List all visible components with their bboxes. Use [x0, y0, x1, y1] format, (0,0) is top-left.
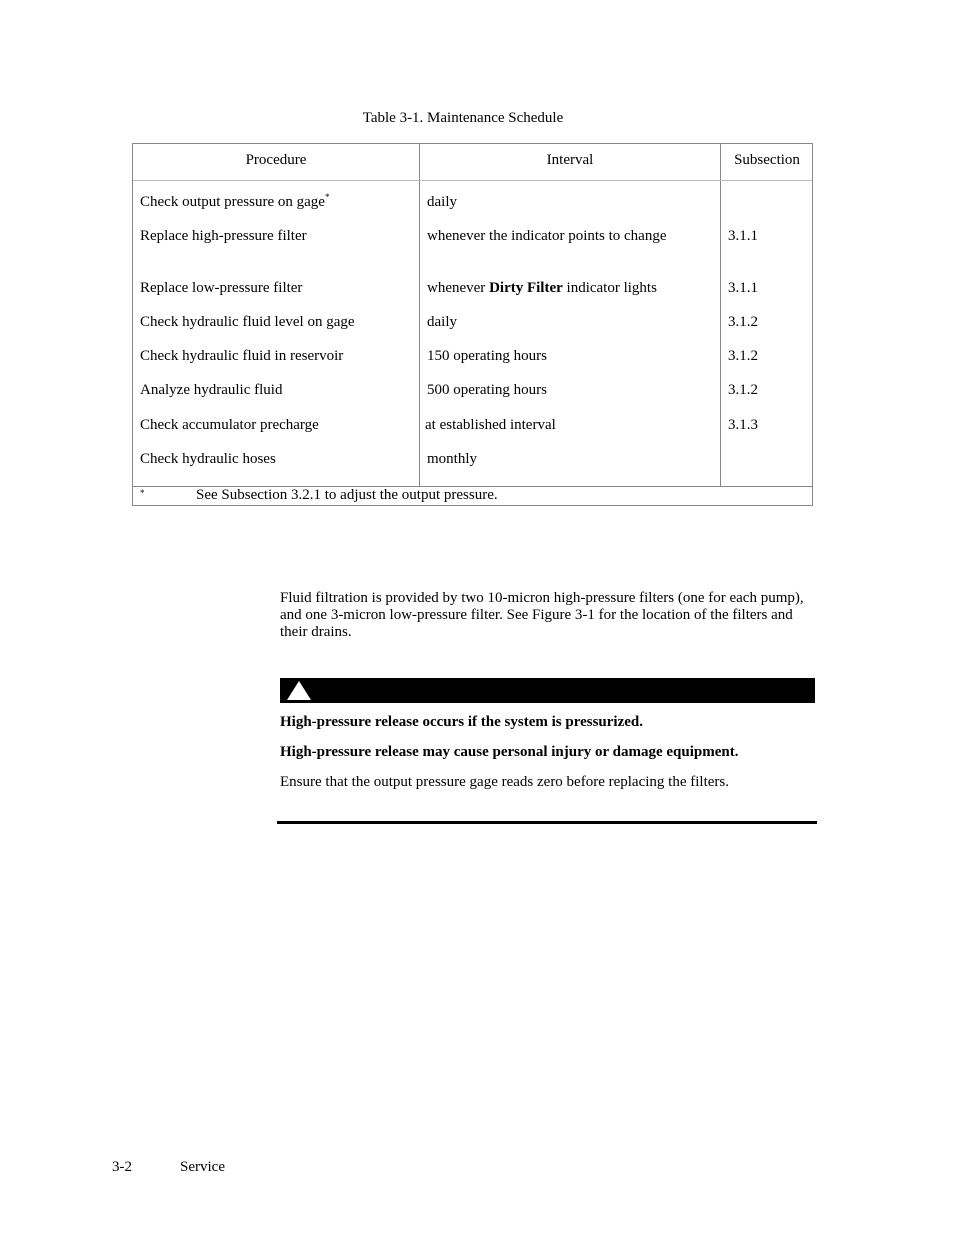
header-procedure: Procedure	[245, 152, 307, 168]
cell-interval: whenever the indicator points to change	[427, 228, 667, 244]
footnote-marker: *	[324, 192, 330, 202]
cell-procedure: Check hydraulic hoses	[140, 451, 276, 467]
cell-subsection: 3.1.1	[728, 280, 758, 296]
cell-interval: at established interval	[425, 417, 556, 433]
cell-procedure: Check accumulator precharge	[140, 417, 319, 433]
warning-banner	[280, 678, 815, 703]
warning-end-rule	[277, 821, 817, 824]
cell-interval: daily	[427, 314, 457, 330]
filtration-paragraph: Fluid filtration is provided by two 10-micron high-pressure filters (one for each pump), and one 3-micron low-pressure filter. See Figure 3-1 for the location of the filters and their drains.	[280, 590, 804, 640]
dirty-filter-label: Dirty Filter	[489, 280, 563, 296]
cell-procedure: Analyze hydraulic fluid	[140, 382, 283, 398]
cell-subsection: 3.1.2	[728, 348, 758, 364]
cell-interval: daily	[427, 194, 457, 210]
cell-subsection: 3.1.2	[728, 382, 758, 398]
cell-procedure: Replace low-pressure filter	[140, 280, 303, 296]
cell-interval: 500 operating hours	[427, 382, 547, 398]
header-subsection: Subsection	[734, 152, 800, 168]
cell-procedure: Check hydraulic fluid level on gage	[140, 314, 355, 330]
cell-interval: monthly	[427, 451, 478, 467]
footnote-marker: *	[140, 488, 145, 498]
table-row	[140, 194, 329, 211]
maintenance-schedule-table	[132, 143, 813, 506]
page-number: 3-2	[112, 1159, 132, 1175]
warning-triangle-icon	[287, 681, 311, 700]
warning-instruction: Ensure that the output pressure gage reads zero before replacing the filters.	[280, 774, 729, 790]
warning-line-2: High-pressure release may cause personal injury or damage equipment.	[280, 744, 739, 760]
column-divider	[419, 144, 420, 487]
table-caption: Table 3-1. Maintenance Schedule	[362, 110, 564, 126]
cell-subsection: 3.1.3	[728, 417, 758, 433]
cell-subsection: 3.1.1	[728, 228, 758, 244]
cell-procedure: Check output pressure on gage	[140, 194, 325, 210]
interval-text: indicator lights	[562, 280, 657, 296]
cell-interval	[427, 280, 657, 297]
header-divider	[133, 180, 812, 181]
cell-interval: 150 operating hours	[427, 348, 547, 364]
footer-section: Service	[180, 1159, 225, 1175]
header-interval: Interval	[546, 152, 594, 168]
cell-procedure: Check hydraulic fluid in reservoir	[140, 348, 344, 364]
column-divider	[720, 144, 721, 487]
cell-subsection: 3.1.2	[728, 314, 758, 330]
warning-line-1: High-pressure release occurs if the system is pressurized.	[280, 714, 644, 730]
table-footnote: See Subsection 3.2.1 to adjust the output pressure.	[196, 487, 498, 503]
cell-procedure: Replace high-pressure filter	[140, 228, 307, 244]
interval-text: whenever	[427, 280, 490, 296]
